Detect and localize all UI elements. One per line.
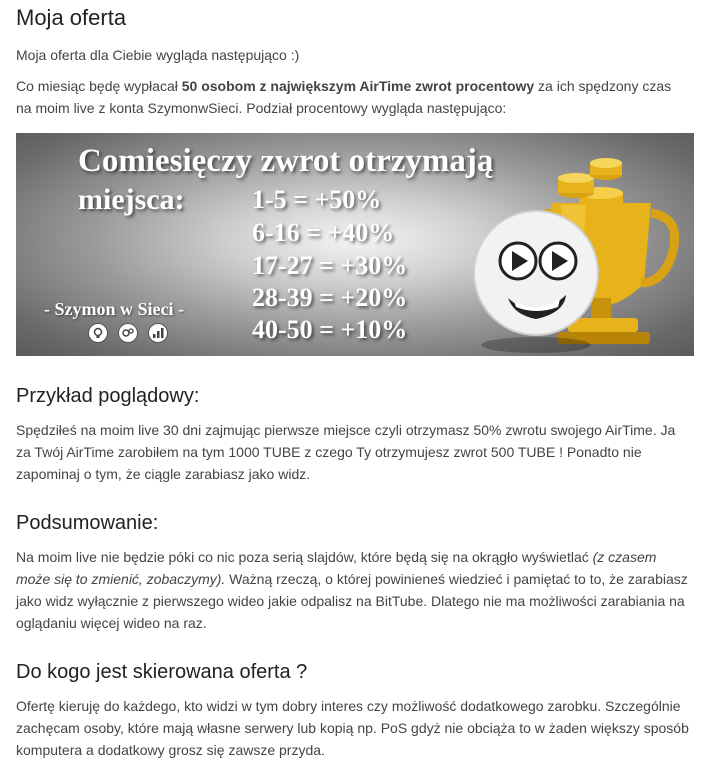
summary-heading: Podsumowanie: xyxy=(16,512,159,534)
summary-text-italic: (z czasem może się to zmienić, zobaczymy). xyxy=(16,549,657,587)
offer-description-bold: 50 osobom z największym AirTime zwrot procentowy xyxy=(181,78,535,94)
banner-brand: - Szymon w Sieci - xyxy=(44,299,184,319)
summary-text-start: Na moim live nie będzie póki co nic poza serią slajdów, które będą się na okrągło wyświetlać xyxy=(16,549,593,565)
audience-text: Ofertę kieruję do każdego, kto widzi w tym dobry interes czy możliwość dodatkowego zarobku. Szczególnie zachęcam osoby, które mają własne serwery lub kopią np. PoS gdyż nie obciąża to w żaden większy sposób komputera a dodatkowy grosz się zawsze przyda. xyxy=(16,698,689,758)
gears-icon xyxy=(118,323,138,343)
bulb-icon xyxy=(88,323,108,343)
payout-banner xyxy=(16,133,694,356)
rank-tier-3: 17-27 = +30% xyxy=(252,251,408,280)
rank-tier-1: 1-5 = +50% xyxy=(252,185,382,214)
offer-description-end: za ich spędzony czas na moim live z konta SzymonwSieci. Podział procentowy wygląda następująco: xyxy=(16,78,672,116)
offer-description-start: Co miesiąc będę wypłacał xyxy=(16,78,182,94)
summary-text xyxy=(16,546,690,634)
rank-tier-5: 40-50 = +10% xyxy=(252,315,408,344)
chart-icon xyxy=(148,323,168,343)
trophy-smiley-illustration xyxy=(456,133,694,356)
page-title: Moja oferta xyxy=(16,5,127,30)
rank-tier-2: 6-16 = +40% xyxy=(252,218,395,247)
banner-title: Comiesięczy zwrot otrzymają xyxy=(78,143,494,179)
audience-heading: Do kogo jest skierowana oferta ? xyxy=(16,661,308,683)
summary-text-end: Ważną rzeczą, o której powinieneś wiedzieć i pamiętać to to, że zarabiasz jako widz wyłącznie z pierwszego wideo jakie odpalisz na BitTube. Dlatego nie ma możliwości zarabiania na oglądaniu więcej wideo na raz. xyxy=(16,571,688,631)
example-heading: Przykład poglądowy: xyxy=(16,385,200,407)
rank-tier-4: 28-39 = +20% xyxy=(252,283,408,312)
offer-description xyxy=(16,75,690,119)
intro-text: Moja oferta dla Ciebie wygląda następująco :) xyxy=(16,47,300,63)
banner-subtitle: miejsca: xyxy=(78,183,185,216)
example-text: Spędziłeś na moim live 30 dni zajmując pierwsze miejsce czyli otrzymasz 50% zwrotu swojego AirTime. Ja za Twój AirTime zarobiłem na tym 1000 TUBE z czego Ty otrzymujesz zwrot 500 TUBE ! Ponadto nie zapominaj o tym, że ciągle zarabiasz jako widz. xyxy=(16,422,676,482)
